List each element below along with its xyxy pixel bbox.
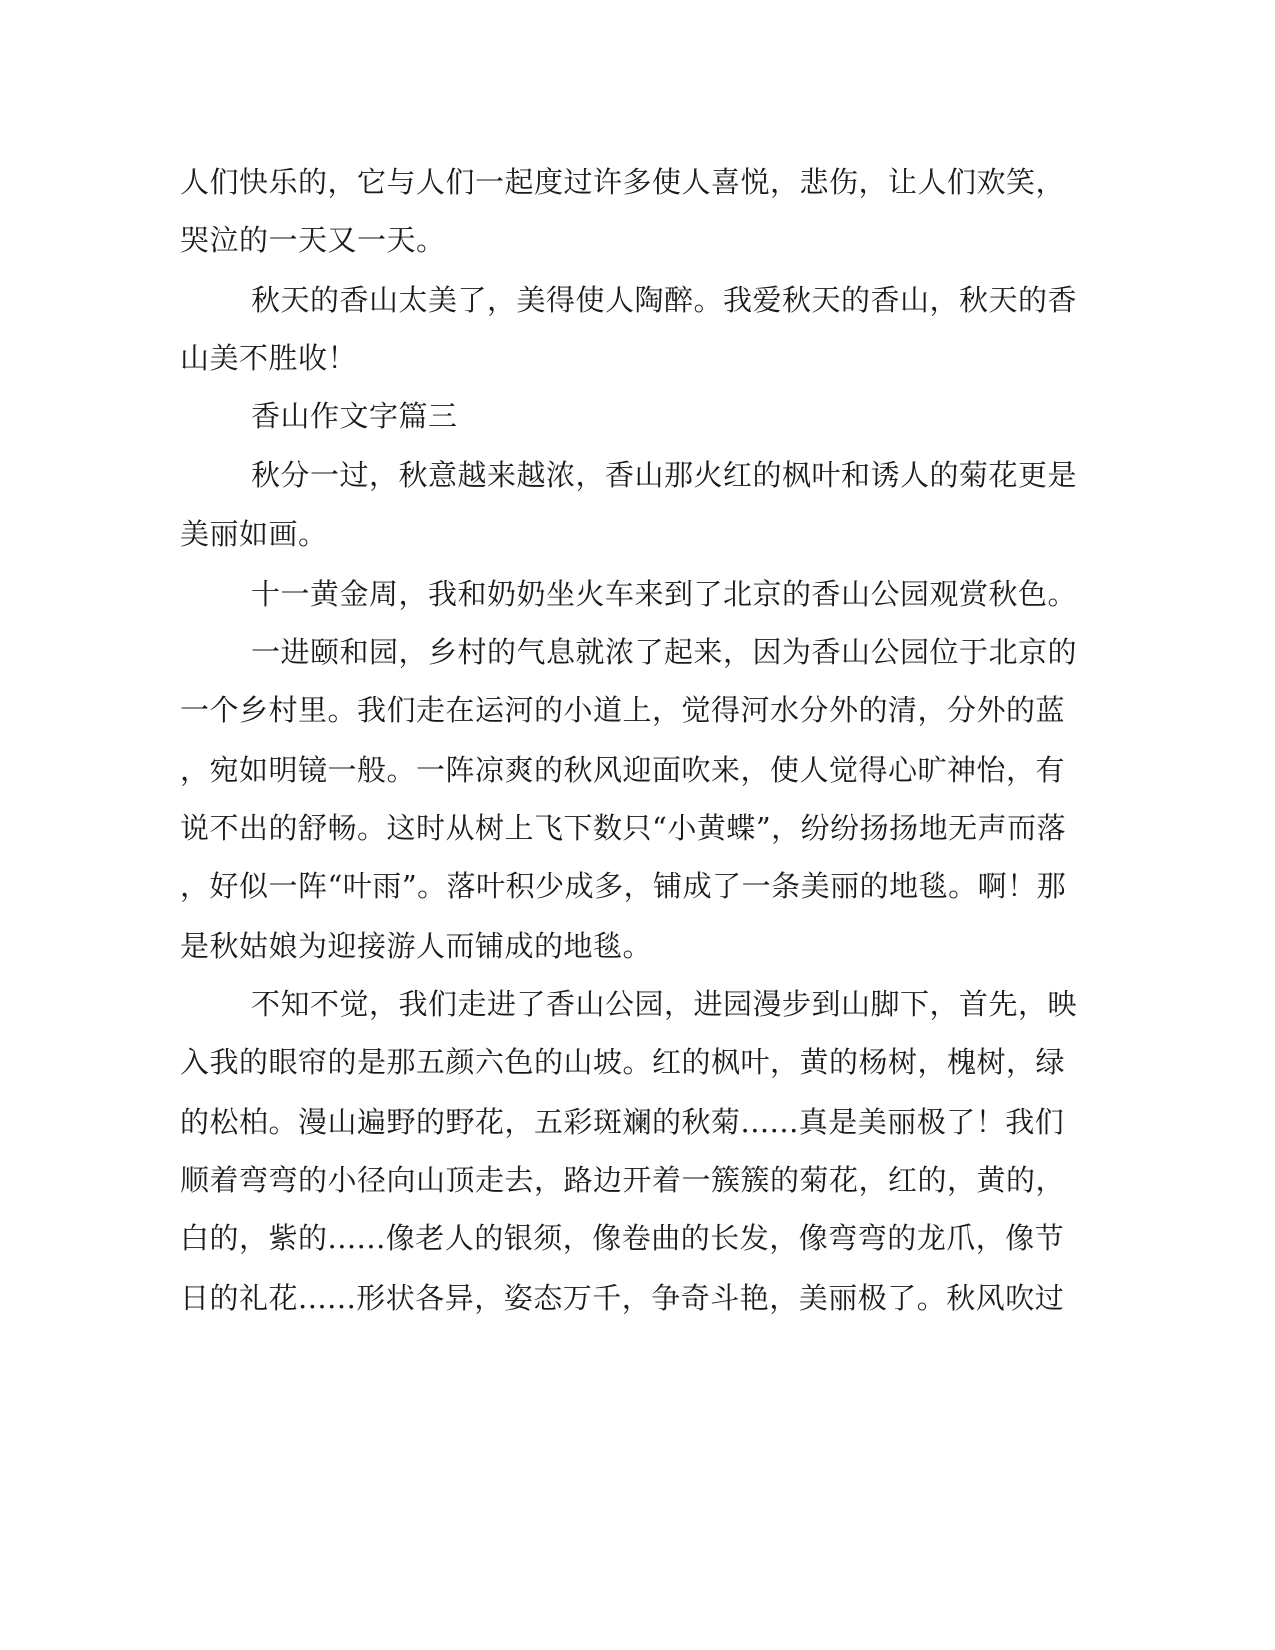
- text-line: 白的，紫的......像老人的银须，像卷曲的长发，像弯弯的龙爪，像节: [180, 1221, 1065, 1255]
- text-line: 的松柏。漫山遍野的野花，五彩斑斓的秋菊......真是美丽极了！我们: [180, 1105, 1065, 1139]
- text-line: 入我的眼帘的是那五颜六色的山坡。红的枫叶，黄的杨树，槐树，绿: [180, 1045, 1066, 1079]
- text-line: 是秋姑娘为迎接游人而铺成的地毯。: [180, 929, 653, 963]
- paragraph-first-line: 不知不觉，我们走进了香山公园，进园漫步到山脚下，首先，映: [251, 987, 1078, 1021]
- paragraph-first-line: 十一黄金周，我和奶奶坐火车来到了北京的香山公园观赏秋色。: [251, 577, 1078, 611]
- text-line: 顺着弯弯的小径向山顶走去，路边开着一簇簇的菊花，红的，黄的，: [180, 1163, 1066, 1197]
- section-heading: 香山作文字篇三: [251, 399, 458, 433]
- text-line: ，好似一阵“叶雨”。落叶积少成多，铺成了一条美丽的地毯。啊！那: [180, 869, 1067, 903]
- text-line: 美丽如画。: [180, 517, 328, 551]
- paragraph-first-line: 一进颐和园，乡村的气息就浓了起来，因为香山公园位于北京的: [251, 635, 1078, 669]
- text-line: 一个乡村里。我们走在运河的小道上，觉得河水分外的清，分外的蓝: [180, 693, 1066, 727]
- paragraph-first-line: 秋天的香山太美了，美得使人陶醉。我爱秋天的香山，秋天的香: [251, 283, 1078, 317]
- text-line: 山美不胜收！: [180, 341, 358, 375]
- text-line: ，宛如明镜一般。一阵凉爽的秋风迎面吹来，使人觉得心旷神怡，有: [180, 753, 1066, 787]
- text-line: 人们快乐的，它与人们一起度过许多使人喜悦，悲伤，让人们欢笑，: [180, 165, 1066, 199]
- text-line: 哭泣的一天又一天。: [180, 223, 446, 257]
- text-line: 说不出的舒畅。这时从树上飞下数只“小黄蝶”，纷纷扬扬地无声而落: [180, 811, 1067, 845]
- paragraph-first-line: 秋分一过，秋意越来越浓，香山那火红的枫叶和诱人的菊花更是: [251, 458, 1078, 492]
- text-line: 日的礼花......形状各异，姿态万千，争奇斗艳，美丽极了。秋风吹过: [180, 1281, 1065, 1315]
